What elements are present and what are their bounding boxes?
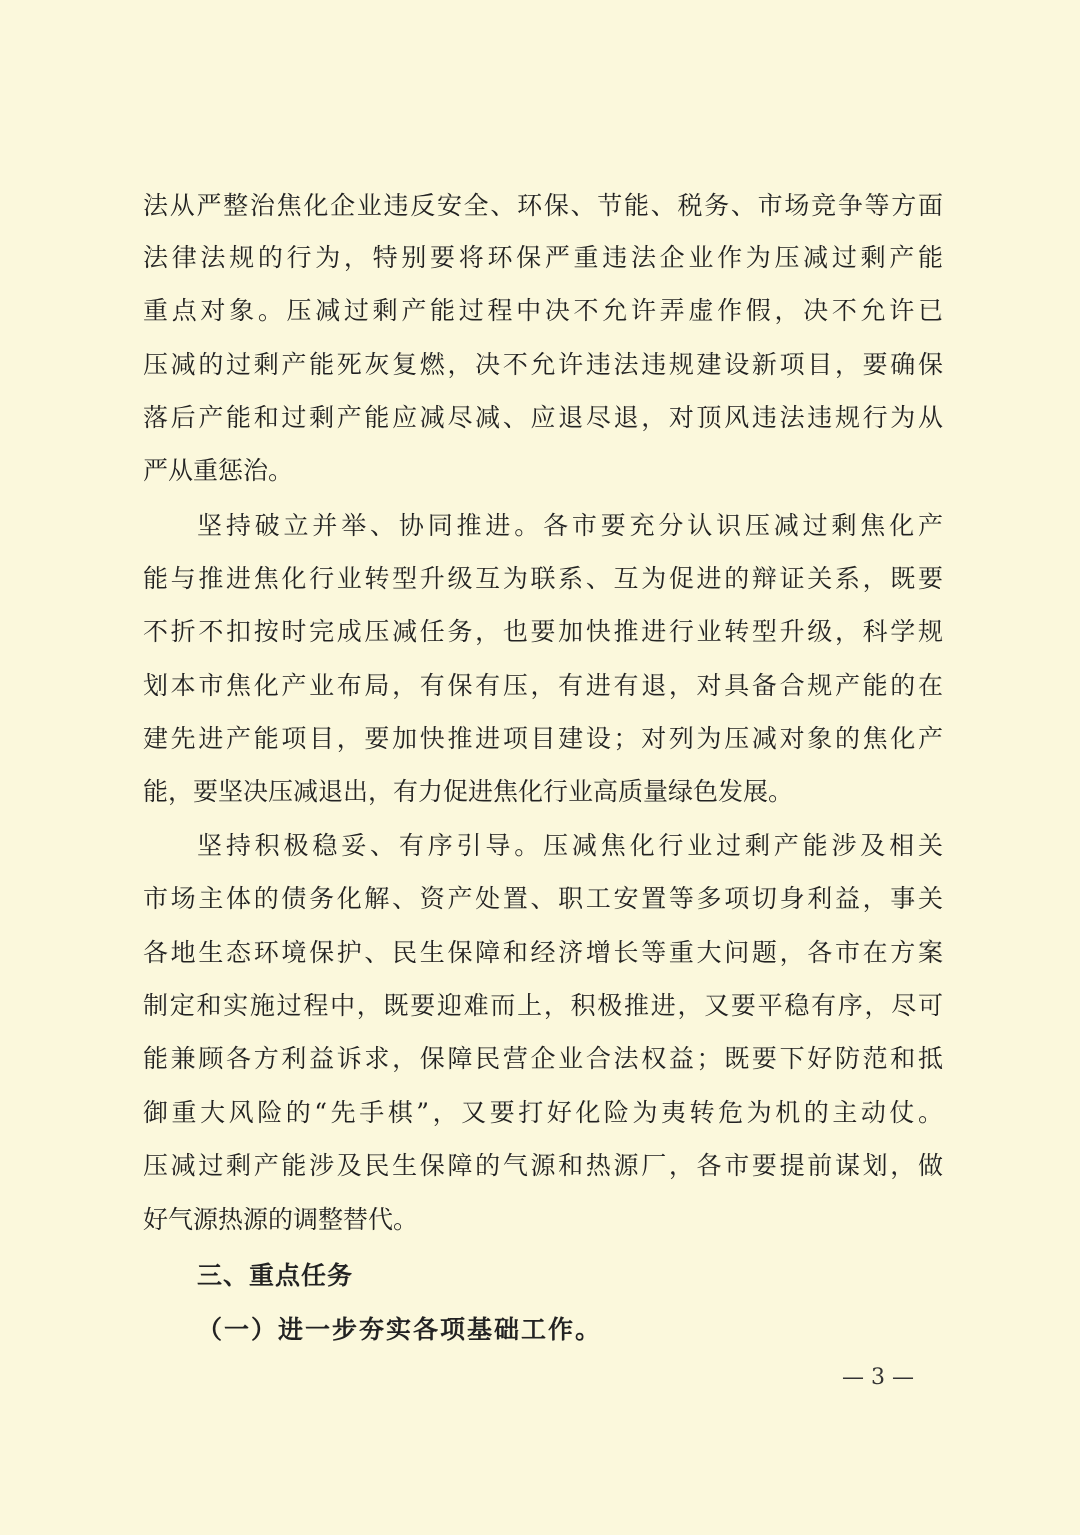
paragraph-3-line-6: 御重大风险的“先手棋”，又要打好化险为夷转危为机的主动仗。 (143, 1098, 943, 1127)
paragraph-3-line-5: 能兼顾各方利益诉求，保障民营企业合法权益；既要下好防范和抵 (143, 1044, 943, 1073)
paragraph-3-line-7: 压减过剩产能涉及民生保障的气源和热源厂，各市要提前谋划，做 (143, 1151, 943, 1180)
paragraph-1-line-5: 落后产能和过剩产能应减尽减、应退尽退，对顶风违法违规行为从 (143, 403, 943, 432)
subsection-heading: （一）进一步夯实各项基础工作。 (197, 1315, 603, 1344)
paragraph-2-line-3: 不折不扣按时完成压减任务，也要加快推进行业转型升级，科学规 (143, 617, 943, 646)
paragraph-3-line-4: 制定和实施过程中，既要迎难而上，积极推进，又要平稳有序，尽可 (143, 991, 943, 1020)
paragraph-3-line-3: 各地生态环境保护、民生保障和经济增长等重大问题，各市在方案 (143, 938, 943, 967)
paragraph-1-line-3: 重点对象。压减过剩产能过程中决不允许弄虚作假，决不允许已 (143, 296, 943, 325)
paragraph-2-line-2: 能与推进焦化行业转型升级互为联系、互为促进的辩证关系，既要 (143, 564, 943, 593)
paragraph-3-line-1: 坚持积极稳妥、有序引导。压减焦化行业过剩产能涉及相关 (197, 831, 943, 860)
paragraph-2-line-6: 能，要坚决压减退出，有力促进焦化行业高质量绿色发展。 (143, 777, 794, 806)
section-heading: 三、重点任务 (197, 1261, 354, 1290)
page-number: — 3 — (842, 1365, 914, 1390)
paragraph-3-line-2: 市场主体的债务化解、资产处置、职工安置等多项切身利益，事关 (143, 884, 943, 913)
paragraph-2-line-4: 划本市焦化产业布局，有保有压，有进有退，对具备合规产能的在 (143, 671, 943, 700)
paragraph-1-line-6: 严从重惩治。 (143, 456, 294, 485)
paragraph-1-line-4: 压减的过剩产能死灰复燃，决不允许违法违规建设新项目，要确保 (143, 350, 943, 379)
paragraph-2-line-5: 建先进产能项目，要加快推进项目建设；对列为压减对象的焦化产 (143, 724, 943, 753)
paragraph-1-line-1: 法从严整治焦化企业违反安全、环保、节能、税务、市场竞争等方面 (143, 191, 943, 220)
paragraph-2-line-1: 坚持破立并举、协同推进。各市要充分认识压减过剩焦化产 (197, 511, 943, 540)
paragraph-3-line-8: 好气源热源的调整替代。 (143, 1205, 419, 1234)
paragraph-1-line-2: 法律法规的行为，特别要将环保严重违法企业作为压减过剩产能 (143, 243, 943, 272)
